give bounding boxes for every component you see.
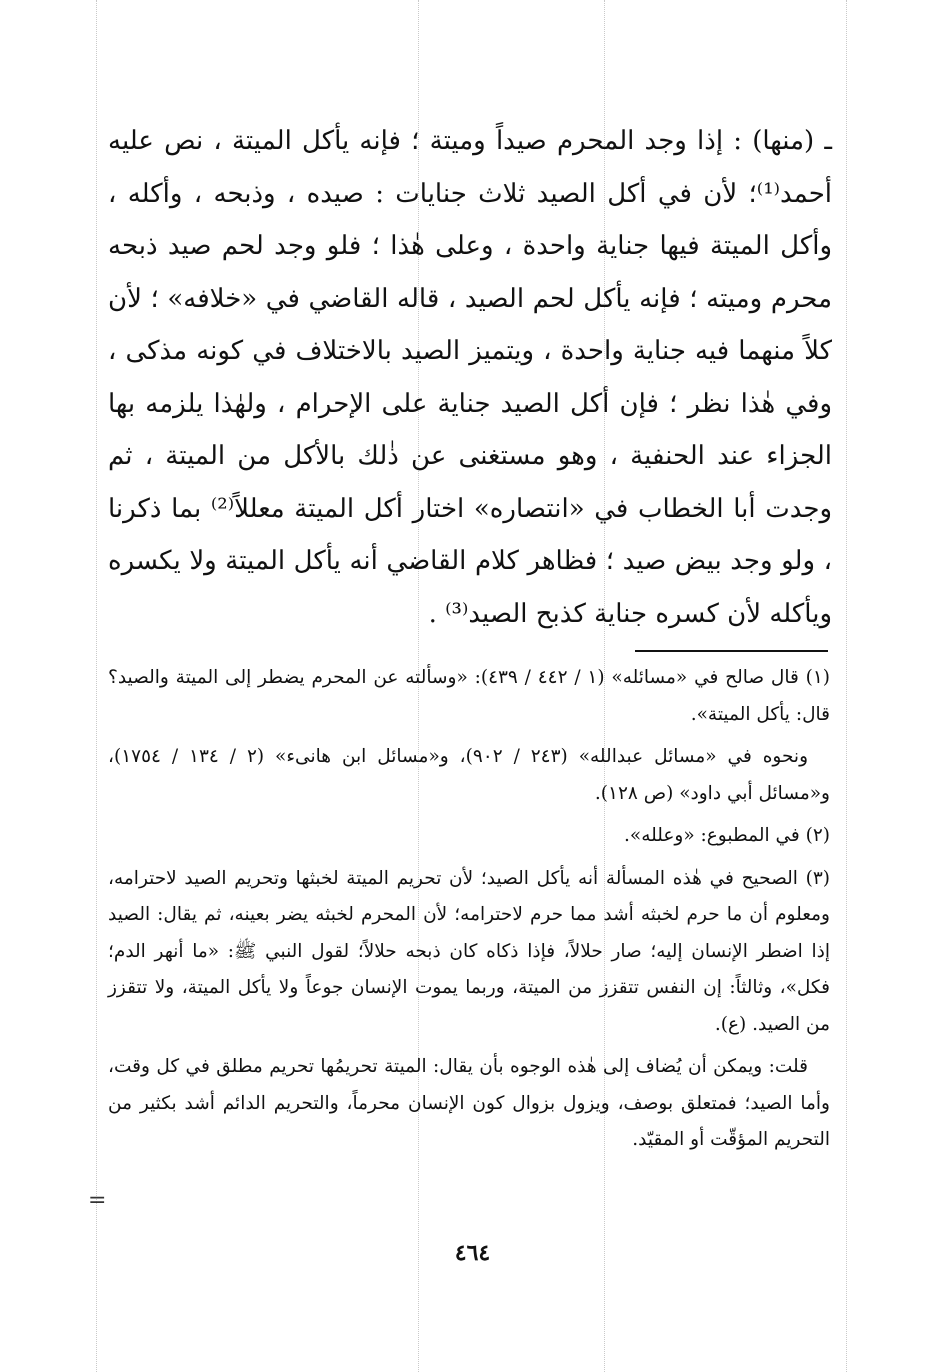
continuation-mark: = [88, 1188, 107, 1213]
scan-guide-line [96, 0, 97, 1372]
footnote-3: (٣) الصحيح في هٰذه المسألة أنه يأكل الصيد؛ لأن تحريم الميتة لخبثها وتحريم الصيد لاحترامه، ومعلوم أن ما حرم لخبثه أشد مما حرم لاحترامه؛ لأن المحرم لخبثه يضر بعينه، ثم يقال: الصيد إذا اضطر الإنسان إليه؛ صار حلالاً، فإذا ذكاه كان ذبحه حلالاً؛ لقول النبي ﷺ: «ما أنهر الدم؛ فكل»، وثالثاً: إن النفس تتقزز من الميتة، وربما يموت الإنسان جوعاً ولا يأكل الميتة، ولا تتقزز من الصيد. (ع). [108, 867, 830, 1035]
page-number: ٤٦٤ [454, 1240, 491, 1266]
footnote-separator [635, 650, 828, 652]
main-paragraph: ـ (منها) : إذا وجد المحرم صيداً وميتة ؛ فإنه يأكل الميتة ، نص عليه أحمد⁽¹⁾؛ لأن في أكل الصيد ثلاث جنايات : صيده ، وذبحه ، وأكله ، وأكل الميتة فيها جناية واحدة ، وعلى هٰذا ؛ فلو وجد لحم صيد ذبحه محرم وميته ؛ فإنه يأكل لحم الصيد ، قاله القاضي في «خلافه» ؛ لأن كلاً منهما فيه جناية واحدة ، ويتميز الصيد بالاختلاف في كونه مذكى ، وفي هٰذا نظر ؛ فإن أكل الصيد جناية على الإحرام ، ولهٰذا يلزمه بها الجزاء عند الحنفية ، وهو مستغنى عن ذٰلك بالأكل من الميتة ، ثم وجدت أبا الخطاب في «انتصاره» اختار أكل الميتة معللاً⁽²⁾ بما ذكرنا ، ولو وجد بيض صيد ؛ فظاهر كلام القاضي أنه يأكل الميتة ولا يكسره ويأكله لأن كسره جناية كذبح الصيد⁽³⁾ . [108, 126, 832, 629]
footnotes-section [108, 660, 830, 1165]
footnote-3-continuation: قلت: ويمكن أن يُضاف إلى هٰذه الوجوه بأن يقال: الميتة تحريمُها تحريم مطلق في كل وقت، وأما الصيد؛ فمتعلق بوصف، ويزول بزوال كون الإنسان محرماً، والتحريم الدائم أشد بكثير من التحريم المؤقّت أو المقيّد. [108, 1056, 830, 1150]
footnote-1: (١) قال صالح في «مسائله» (١ / ٤٤٢ / ٤٣٩): «وسألته عن المحرم يضطر إلى الميتة والصيد؟ قال: يأكل الميتة». [108, 667, 830, 725]
scan-guide-line [846, 0, 847, 1372]
footnote-1-continuation: ونحوه في «مسائل عبدالله» (٢٤٣ / ٩٠٢)، و«مسائل ابن هانىء» (٢ / ١٣٤ / ١٧٥٤)، و«مسائل أبي داود» (ص ١٢٨). [108, 746, 830, 804]
footnote-2: (٢) في المطبوع: «وعلله». [624, 825, 830, 846]
main-body-text [108, 115, 832, 640]
